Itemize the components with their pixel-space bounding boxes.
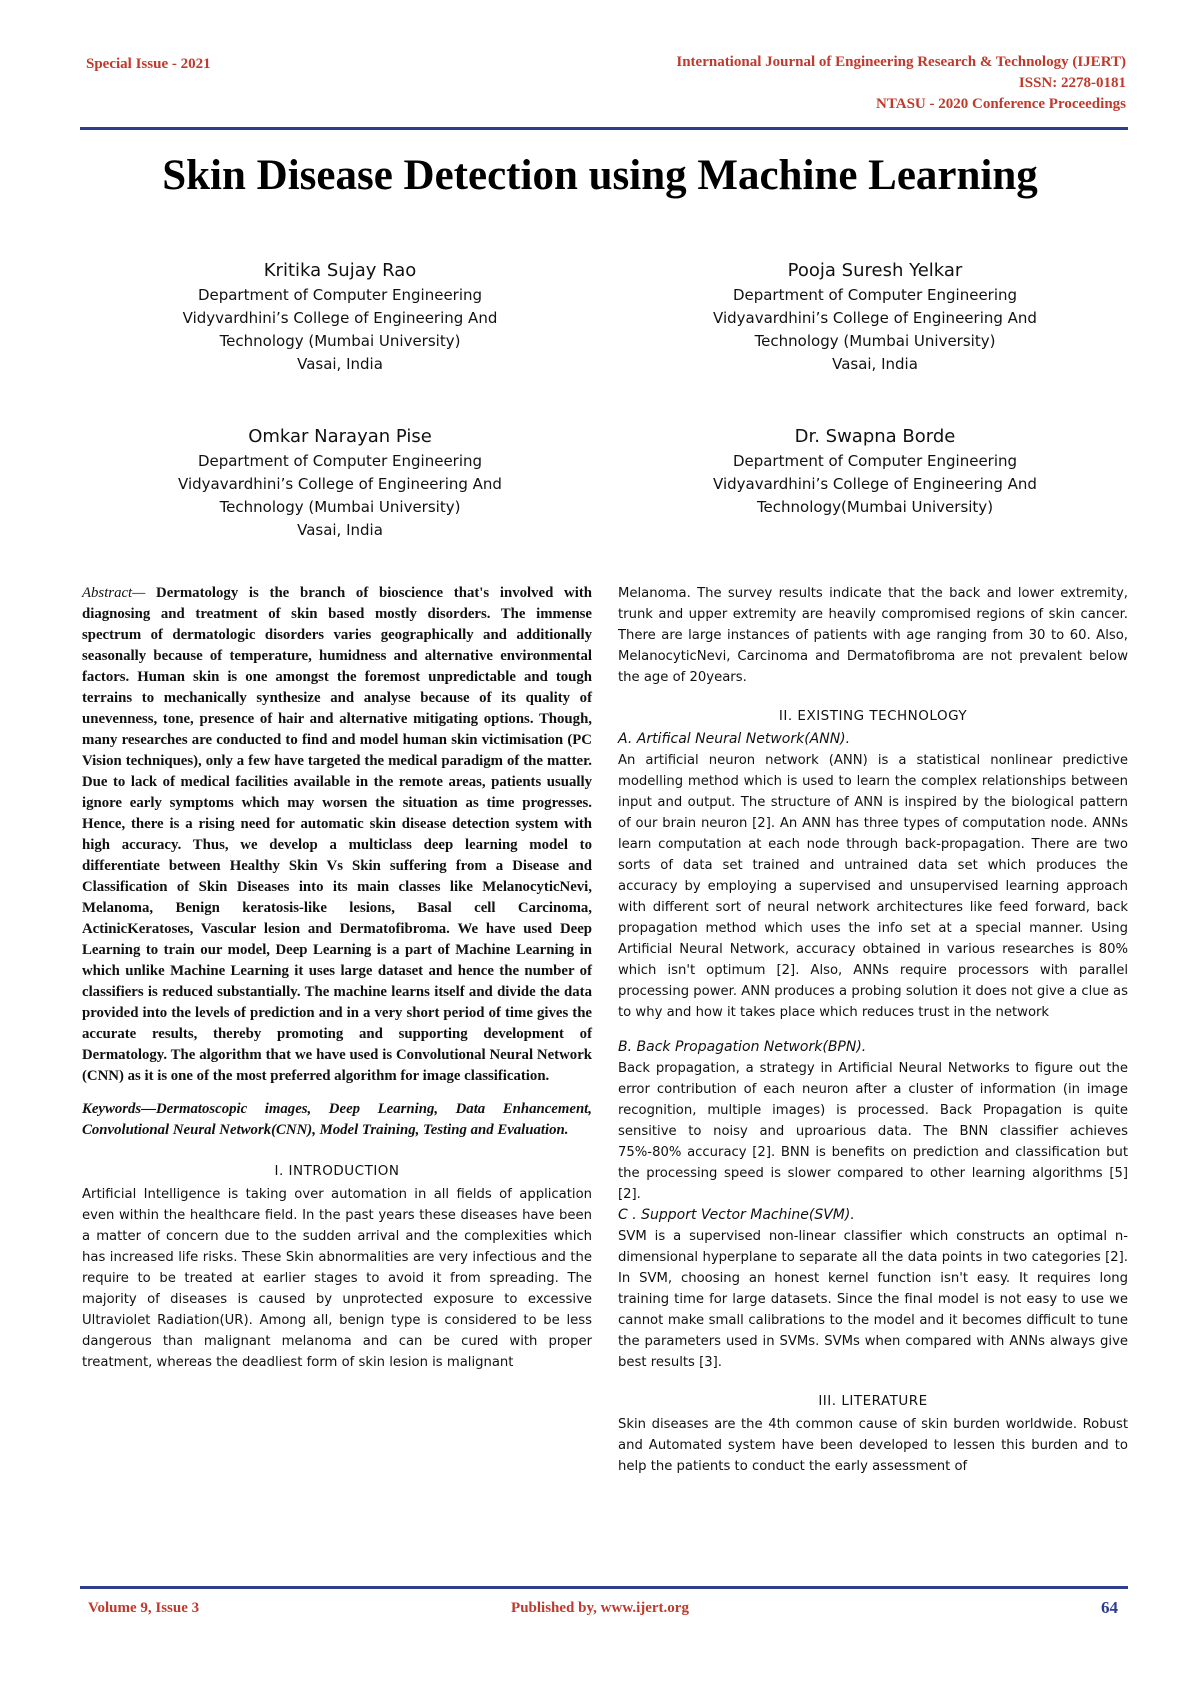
spacer: [618, 1023, 1128, 1037]
abstract-lead: Abstract—: [82, 585, 146, 601]
header-journal: International Journal of Engineering Research & Technology (IJERT): [676, 54, 1126, 70]
paper-title: Skin Disease Detection using Machine Learning: [162, 152, 1038, 199]
footer-publisher: Published by, www.ijert.org: [511, 1600, 689, 1616]
subsection-heading-svm: C . Support Vector Machine(SVM).: [618, 1207, 855, 1223]
introduction-continued: Melanoma. The survey results indicate that the back and lower extremity, trunk and upper extremity are heavily compromised regions of skin cancer. There are large instances of patients with age ranging from 30 to 60. Also, MelanocyticNevi, Carcinoma and Dermatofibroma are not prevalent below the age of 20years.: [618, 586, 1128, 685]
author-city: Vasai, India: [297, 521, 383, 539]
author-name: Kritika Sujay Rao: [263, 260, 417, 281]
subsection-heading-bpn: B. Back Propagation Network(BPN).: [618, 1039, 867, 1055]
section-heading-literature: III. LITERATURE: [818, 1393, 928, 1409]
abstract: [82, 583, 592, 1087]
header-issn: ISSN: 2278-0181: [1018, 75, 1126, 91]
author-city: Vasai, India: [832, 355, 918, 373]
author-univ: Technology (Mumbai University): [219, 332, 461, 350]
abstract-text: Dermatology is the branch of bioscience that's involved with diagnosing and treatment of skin based mostly disorders. The immense spectrum of dermatologic disorders varies geographically and additionally seasonally because of temperature, humidness and alternative environmental factors. Human skin is one amongst the foremost unpredictable and tough terrains to mechanically synthesize and analyse because of its quality of unevenness, tone, presence of hair and alternative mitigating options. Though, many researches are conducted to find and model human skin victimisation (PC Vision techniques), only a few have targeted the medical paradigm of the matter. Due to lack of medical facilities available in the remote areas, patients usually ignore early symptoms which may worsen the situation as time progresses. Hence, there is a rising need for automatic skin disease detection system with high accuracy. Thus, we develop a multiclass deep learning model to differentiate between Healthy Skin Vs Skin suffering from a Disease and Classification of Skin Diseases into its main classes like MelanocyticNevi, Melanoma, Benign keratosis-like lesions, Basal cell Carcinoma, ActinicKeratoses, Vascular lesion and Dermatofibroma. We have used Deep Learning to train our model, Deep Learning is a part of Machine Learning in which unlike Machine Learning it uses large dataset and hence the number of classifiers is reduced substantially. The machine learns itself and divide the data provided into the levels of prediction and in a very short period of time gives the accurate results, thereby promoting and supporting development of Dermatology. The algorithm that we have used is Convolutional Neural Network (CNN) as it is one of the most preferred algorithm for image classification.: [82, 585, 592, 1084]
author-college: Vidyavardhini’s College of Engineering And: [713, 475, 1037, 493]
author-univ: Technology(Mumbai University): [756, 498, 994, 516]
svm-text: SVM is a supervised non-linear classifier which constructs an optimal n-dimensional hyperplane to separate all the data points in two categories [2]. In SVM, choosing an honest kernel function isn't easy. It requires long training time for large datasets. Since the final model is not easy to use we cannot make small calibrations to the model and it becomes difficult to tune the parameters used in SVMs. SVMs when compared with ANNs always give best results [3].: [618, 1229, 1128, 1370]
author-block-1: [130, 258, 550, 376]
footer-rule: [80, 1586, 1128, 1589]
author-college: Vidyavardhini’s College of Engineering And: [178, 475, 502, 493]
author-college: Vidyavardhini’s College of Engineering And: [713, 309, 1037, 327]
author-univ: Technology (Mumbai University): [219, 498, 461, 516]
right-column: [618, 583, 1128, 1477]
author-name: Dr. Swapna Borde: [794, 426, 956, 447]
author-block-2: [665, 258, 1085, 376]
introduction-text: Artificial Intelligence is taking over automation in all fields of application even within the healthcare field. In the past years these diseases have been a matter of concern due to the sudden arrival and the complexities which has increased life risks. These Skin abnormalities are very infectious and the require to be treated at earlier stages to avoid it from spreading. The majority of diseases is caused by unprotected exposure to excessive Ultraviolet Radiation(UR). Among all, benign type is considered to be less dangerous than malignant melanoma and can be cured with proper treatment, whereas the deadliest form of skin lesion is malignant: [82, 1187, 592, 1370]
page-number: 64: [1101, 1598, 1118, 1617]
author-dept: Department of Computer Engineering: [197, 452, 483, 470]
author-block-3: [130, 424, 550, 542]
author-block-4: [665, 424, 1085, 519]
footer-volume: Volume 9, Issue 3: [88, 1600, 200, 1616]
section-heading-existing-technology: II. EXISTING TECHNOLOGY: [778, 708, 968, 724]
subsection-heading-ann: A. Artifical Neural Network(ANN).: [618, 731, 851, 747]
header-conference: NTASU - 2020 Conference Proceedings: [876, 96, 1126, 112]
header-issue: Special Issue - 2021: [86, 56, 211, 72]
section-heading-introduction: I. INTRODUCTION: [274, 1163, 400, 1179]
keywords: Keywords—Dermatoscopic images, Deep Learning, Data Enhancement, Convolutional Neural Network(CNN), Model Training, Testing and Evaluation.: [82, 1101, 592, 1138]
author-college: Vidyvardhini’s College of Engineering And: [182, 309, 498, 327]
author-name: Omkar Narayan Pise: [248, 426, 432, 447]
header-journal-block: [676, 52, 1126, 115]
author-city: Vasai, India: [297, 355, 383, 373]
header-rule: [80, 127, 1128, 130]
left-column: [82, 583, 592, 1373]
literature-text: Skin diseases are the 4th common cause of skin burden worldwide. Robust and Automated system have been developed to lessen this burden and to help the patients to conduct the early assessment of: [618, 1417, 1128, 1474]
author-dept: Department of Computer Engineering: [732, 452, 1018, 470]
author-name: Pooja Suresh Yelkar: [787, 260, 963, 281]
ann-text: An artificial neuron network (ANN) is a statistical nonlinear predictive modelling method which is used to learn the complex relationships between input and output. The structure of ANN is inspired by the biological pattern of our brain neuron [2]. An ANN has three types of computation node. ANNs learn computation at each node through back-propagation. There are two sorts of data set trained and untrained data set which produces the accuracy by employing a supervised and unsupervised learning approach with different sort of neural network architectures like feed forward, back propagation method which uses the info set at a special manner. Using Artificial Neural Network, accuracy obtained in various researches is 80% which isn't optimum [2]. Also, ANNs require processors with parallel processing power. ANN produces a probing solution it does not give a clue as to why and how it takes place which reduces trust in the network: [618, 753, 1128, 1020]
bpn-text: Back propagation, a strategy in Artificial Neural Networks to figure out the error contribution of each neuron after a cluster of information (in image recognition, multiple images) is processed. Back Propagation is quite sensitive to noisy and uproarious data. The BNN classifier achieves 75%-80% accuracy [2]. BNN is benefits on prediction and classification but the processing speed is slower compared to other learning algorithms [5] [2].: [618, 1061, 1128, 1202]
author-univ: Technology (Mumbai University): [754, 332, 996, 350]
author-dept: Department of Computer Engineering: [197, 286, 483, 304]
author-dept: Department of Computer Engineering: [732, 286, 1018, 304]
